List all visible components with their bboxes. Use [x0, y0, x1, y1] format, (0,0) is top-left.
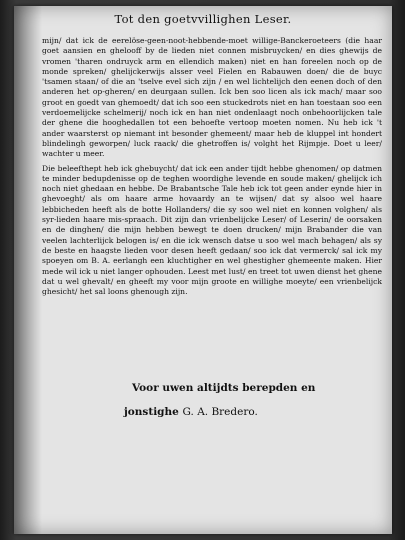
body-paragraph-2: Die beleefthept heb ick ghebuycht/ dat ick een ander tijdt hebbe ghenomen/ op datmen te minder bedupdenisse op de teghen woordighe levende en soude maken/ ghelijck ich noch niet ghedaan en hebbe. De Brabantsche Tale heb ick tot geen ander eynde hier in ghevoeght/ als om haare arme hovaardy an te wijsen/ dat sy alsoo wel haare lebbicheden heeft als de botte Hollanders/ die sy soo wel niet en konnen volghen/ als syr-lieden haare mis-spraach. Dit zijn dan vrienbelijcke Leser/ of Leserin/ de oorsaken en de dinghen/ die mijn hebben bewegt te doen drucken/ mijn Brabander die van veelen lachterlijck belogen is/ en die ick wensch datse u soo wel mach behagen/ als sy de beste en haagste lieden voor desen heeft gedaan/ soo ick dat vermerck/ sal ick my spoeyen om B. A. eerlangh een kluchtigher en wel ghestigher ghemeente maken. Hier mede wil ick u niet langer ophouden. Leest met lust/ en treet tot uwen dienst het ghene dat u wel ghevalt/ en gheeft my voor mijn groote en willighe moeyte/ een vrienbelijck ghesicht/ het sal loons ghenough zijn. [42, 163, 382, 297]
author-signature: G. A. Bredero. [182, 406, 258, 418]
page-gutter-shadow [14, 6, 42, 534]
page-body [42, 36, 382, 297]
closing-line-1: Voor uwen altijdts berepden en [132, 382, 316, 394]
closing-line-2 [124, 406, 258, 418]
book-page [14, 6, 392, 534]
closing-line-2-prefix: jonstighe [124, 406, 179, 418]
body-paragraph-1: mijn/ dat ick de eerelöse-geen-noot-hebbende-moet willige-Banckeroeteers (die haar goet aansien en ghelooff by de lieden niet connen misbruycken/ en dies ghewijs de vromen 'tharen ondruyck arm en ellendich maken) niet en han foreelen noch op de monde spreken/ ghelijckerwijs alsser veel Fielen en Rabauwen doen/ die de buyc 'tsamen staan/ of die an 'tselve evel sich zijn / en wel lichtelijch den eenen doch of den anderen het op-gheren/ en deurgaan sullen. Ick ben soo licen als ick mach/ maar soo groot en goedt van ghemoedt/ dat ich soo een stuckedrots niet en han toestaan soo een verdoemelijcke schelmerij/ noch ick en han niet ondenlaagt noch onbehoorlijcken tale der ghene die hooghedallen tot een behoefte vertoop moeten nomen. Nu heb ick 't ander waarsterst op niemant int besonder ghemeent/ maar heb de kluppel int hondert blindelingh geworpen/ luck raack/ die ghetroffen is/ volght het Rijmpje. Doet u leer/ wachter u meer. [42, 36, 382, 159]
page-header: Tot den goetvvillighen Leser. [114, 12, 292, 26]
